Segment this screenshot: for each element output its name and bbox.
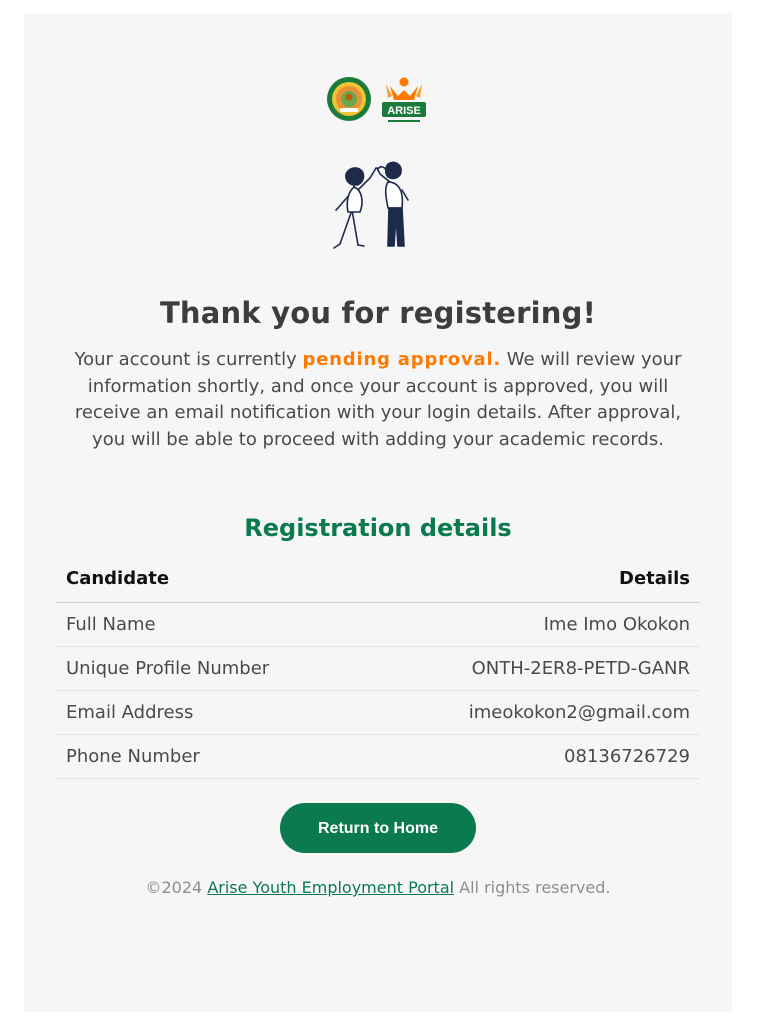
footer-copyright-prefix: ©2024 <box>145 878 208 897</box>
return-to-home-button[interactable]: Return to Home <box>280 803 476 853</box>
high-five-illustration <box>328 160 428 252</box>
arise-logo-text: ARISE <box>387 105 421 117</box>
column-header-details: Details <box>366 554 701 603</box>
row-label-email: Email Address <box>56 691 366 735</box>
registration-details-title: Registration details <box>244 514 512 542</box>
logo-row <box>24 76 732 126</box>
row-value-full-name: Ime Imo Okokon <box>366 603 701 647</box>
registration-details-table <box>56 554 700 779</box>
portal-link[interactable]: Arise Youth Employment Portal <box>207 878 455 897</box>
footer-copyright <box>24 878 732 897</box>
table-header-row <box>56 554 700 603</box>
state-seal-icon <box>326 76 372 122</box>
arise-logo-icon <box>378 76 430 126</box>
table-row <box>56 647 700 691</box>
column-header-candidate: Candidate <box>56 554 366 603</box>
message-text-start: Your account is currently <box>74 349 303 370</box>
message-text-end: We will review your information shortly, and once your account is approved, you will receive an email notification with your login details. After approval, you will be able to proceed with adding your academic records. <box>74 349 682 450</box>
table-row <box>56 603 700 647</box>
pending-approval-highlight: pending approval. <box>302 349 502 370</box>
row-value-email: imeokokon2@gmail.com <box>366 691 701 735</box>
row-label-profile-number: Unique Profile Number <box>56 647 366 691</box>
page-title: Thank you for registering! <box>159 296 597 330</box>
footer-rights-text: All rights reserved. <box>454 878 611 897</box>
row-value-profile-number: ONTH-2ER8-PETD-GANR <box>366 647 701 691</box>
pending-approval-message <box>58 347 698 453</box>
table-row <box>56 735 700 779</box>
table-row <box>56 691 700 735</box>
row-value-phone: 08136726729 <box>366 735 701 779</box>
row-label-full-name: Full Name <box>56 603 366 647</box>
email-card <box>24 14 732 1012</box>
row-label-phone: Phone Number <box>56 735 366 779</box>
